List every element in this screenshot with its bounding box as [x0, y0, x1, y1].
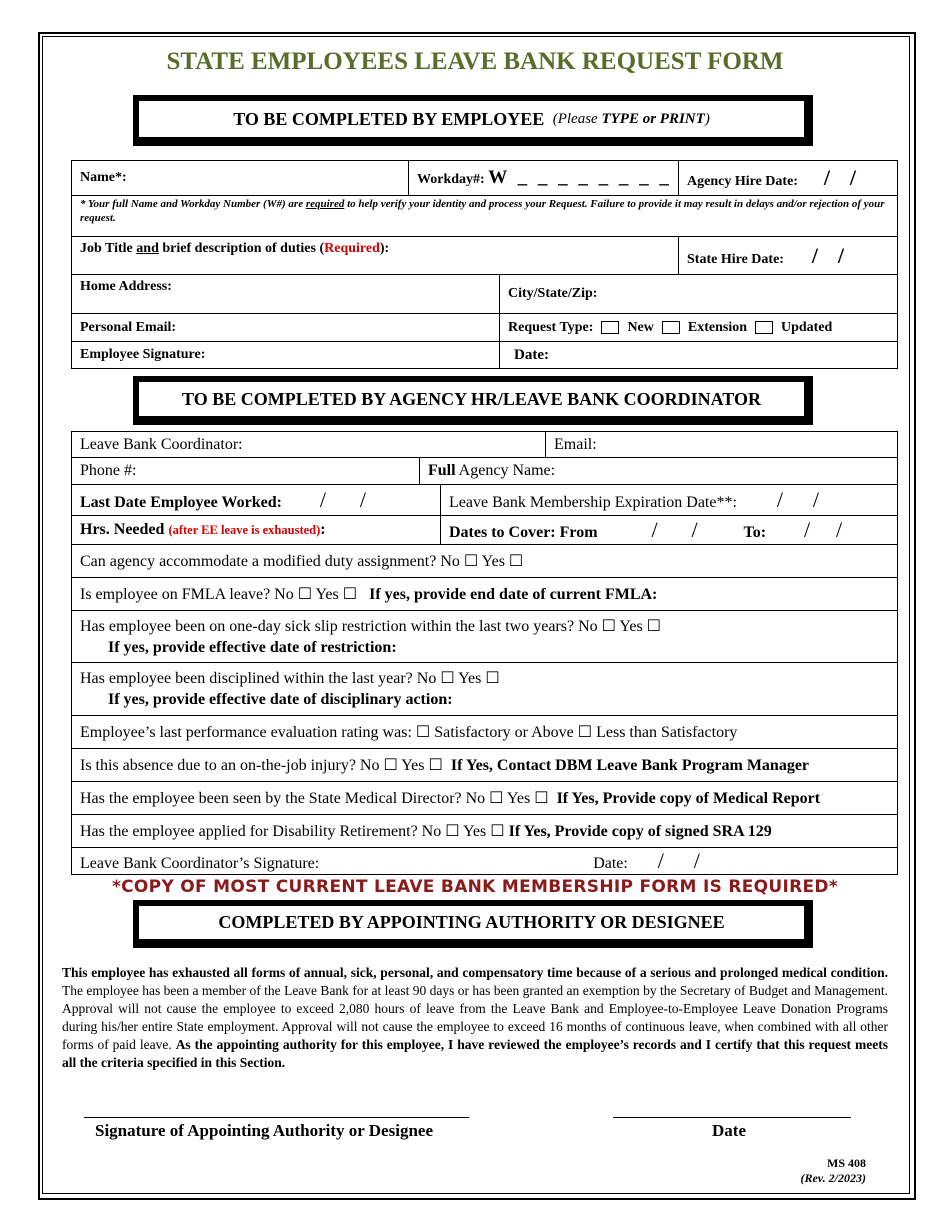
extension-checkbox[interactable]	[662, 321, 680, 334]
coordinator-email-field[interactable]: Email:	[546, 432, 898, 458]
employee-signature-field[interactable]: Employee Signature:	[72, 342, 500, 369]
section-authority-header	[133, 900, 813, 948]
request-type-field: Request Type: New Extension Updated	[500, 314, 898, 342]
section-employee-hint: (Please TYPE or PRINT)	[552, 110, 710, 127]
authority-signature-label: Signature of Appointing Authority or Designee	[95, 1121, 433, 1140]
authority-date-label: Date	[712, 1121, 746, 1140]
name-field[interactable]: Name*:	[72, 161, 409, 196]
modified-duty-question[interactable]: Can agency accommodate a modified duty assignment? No ☐ Yes ☐	[72, 545, 898, 578]
membership-expiration-field[interactable]: Leave Bank Membership Expiration Date**: / /	[441, 485, 898, 516]
certification-paragraph: This employee has exhausted all forms of annual, sick, personal, and compensatory time because of a serious and prolonged medical condition. The employee has been a member of the Leave Bank for at least 90 days or has been granted an exemption by the Secretary of Budget and Management. Approval will not cause the employee to exceed 2,080 hours of leave from the Leave Bank and Employee-to-Employee Leave Donation Programs during his/her entire State employment. Approval will not cause the employee to exceed 16 months of continuous leave, when combined with all other forms of paid leave. As the appointing authority for this employee, I have reviewed the employee’s records and I certify that this request meets all the criteria specified in this Section.	[62, 965, 888, 1070]
authority-signature-line[interactable]	[84, 1117, 469, 1118]
updated-checkbox[interactable]	[755, 321, 773, 334]
injury-question[interactable]: Is this absence due to an on-the-job injury? No ☐ Yes ☐ If Yes, Contact DBM Leave Bank Program Manager	[72, 749, 898, 782]
identity-note: * Your full Name and Workday Number (W#) are required to help verify your identity and process your Request. Failure to provide it may result in delays and/or rejection of your request.	[72, 196, 898, 237]
membership-form-warning: *COPY OF MOST CURRENT LEAVE BANK MEMBERSHIP FORM IS REQUIRED*	[111, 877, 839, 897]
form-number: MS 408	[827, 1156, 866, 1170]
authority-date-line[interactable]	[613, 1117, 851, 1118]
sick-slip-question[interactable]: Has employee been on one-day sick slip restriction within the last two years? No ☐ Yes ☐ If yes, provide effective date of restriction:	[72, 611, 898, 663]
employee-info-table	[71, 160, 898, 369]
phone-field[interactable]: Phone #:	[72, 458, 420, 485]
section-agency-header	[133, 376, 813, 425]
evaluation-question[interactable]: Employee’s last performance evaluation rating was: ☐ Satisfactory or Above ☐ Less than Satisfactory	[72, 716, 898, 749]
new-checkbox[interactable]	[601, 321, 619, 334]
dates-to-cover-field[interactable]: Dates to Cover: From / / To: / /	[441, 516, 898, 545]
city-state-zip-field[interactable]: City/State/Zip:	[500, 275, 898, 314]
section-authority-heading: COMPLETED BY APPOINTING AUTHORITY OR DESIGNEE	[218, 912, 725, 932]
home-address-field[interactable]: Home Address:	[72, 275, 500, 314]
employee-date-field[interactable]: Date:	[500, 342, 898, 369]
agency-hire-date-field[interactable]: Agency Hire Date: / /	[679, 161, 898, 196]
form-revision: (Rev. 2/2023)	[800, 1171, 866, 1185]
hours-needed-field[interactable]: Hrs. Needed (after EE leave is exhausted):	[72, 516, 441, 545]
fmla-question[interactable]: Is employee on FMLA leave? No ☐ Yes ☐ If yes, provide end date of current FMLA:	[72, 578, 898, 611]
section-agency-heading: TO BE COMPLETED BY AGENCY HR/LEAVE BANK COORDINATOR	[182, 388, 761, 409]
coordinator-field[interactable]: Leave Bank Coordinator:	[72, 432, 546, 458]
form-title: STATE EMPLOYEES LEAVE BANK REQUEST FORM	[166, 48, 784, 75]
disciplined-question[interactable]: Has employee been disciplined within the last year? No ☐ Yes ☐ If yes, provide effective date of disciplinary action:	[72, 663, 898, 716]
section-employee-heading: TO BE COMPLETED BY EMPLOYEE	[233, 108, 545, 129]
medical-director-question[interactable]: Has the employee been seen by the State Medical Director? No ☐ Yes ☐ If Yes, Provide copy of Medical Report	[72, 782, 898, 815]
disability-question[interactable]: Has the employee applied for Disability Retirement? No ☐ Yes ☐ If Yes, Provide copy of signed SRA 129	[72, 815, 898, 848]
coordinator-signature-field[interactable]: Leave Bank Coordinator’s Signature: Date: / /	[72, 848, 898, 875]
agency-name-field[interactable]: Full Agency Name:	[420, 458, 898, 485]
agency-info-table	[71, 431, 898, 875]
last-date-worked-field[interactable]: Last Date Employee Worked: / /	[72, 485, 441, 516]
job-title-field[interactable]: Job Title and brief description of duties (Required):	[72, 237, 679, 275]
personal-email-field[interactable]: Personal Email:	[72, 314, 500, 342]
workday-field[interactable]: Workday#: W _ _ _ _ _ _ _ _	[409, 161, 679, 196]
state-hire-date-field[interactable]: State Hire Date: / /	[679, 237, 898, 275]
section-employee-header	[133, 95, 813, 146]
